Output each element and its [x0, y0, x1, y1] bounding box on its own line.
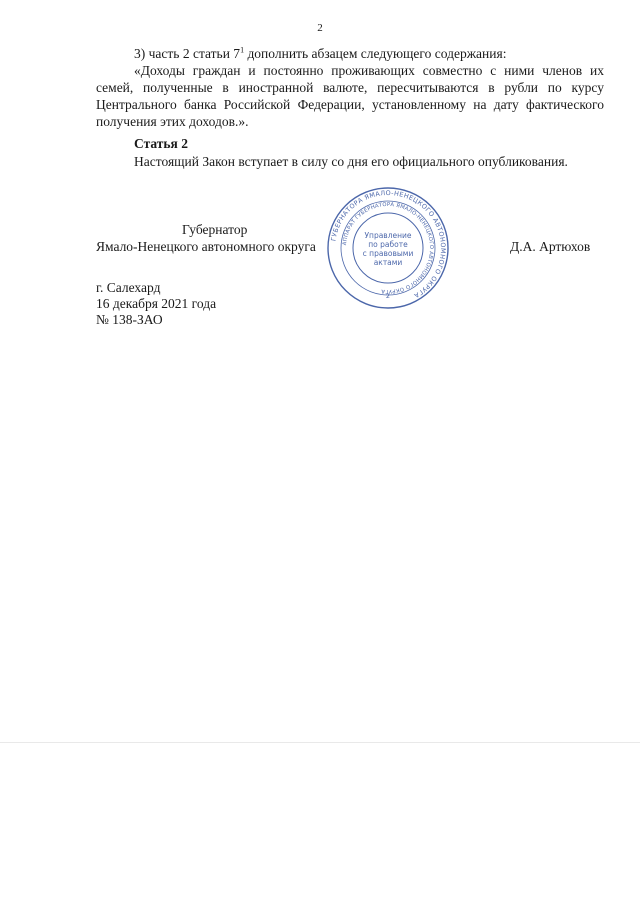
seal-number: 2 [385, 292, 391, 300]
seal-inner-text: АППАРАТ ГУБЕРНАТОРА ЯМАЛО-НЕНЕЦКОГО АВТОНОМНОГО ОКРУГА [342, 201, 435, 295]
quote-paragraph: «Доходы граждан и постоянно проживающих совместно с ними членов их семей, полученные в иностранной валюте, пересчитываются в рубли по курсу Центрального банка Российской Федерации, установленному на дату фактического получения этих доходов.». [96, 63, 604, 129]
signature-name: Д.А. Артюхов [510, 239, 591, 254]
page-number: 2 [317, 22, 323, 34]
footer-number: № 138-ЗАО [96, 312, 163, 327]
seal-center-line-1: Управление [364, 231, 412, 240]
seal-outer-text: ГУБЕРНАТОРА ЯМАЛО-НЕНЕЦКОГО АВТОНОМНОГО ОКРУГА [329, 188, 448, 300]
footer-city: г. Салехард [96, 280, 161, 295]
part3-suffix: дополнить абзацем следующего содержания: [244, 46, 507, 61]
document-footer [96, 280, 216, 328]
part3-paragraph [96, 45, 604, 62]
scan-page-edge [0, 742, 640, 743]
official-seal-stamp [326, 186, 450, 310]
article2-paragraph: Настоящий Закон вступает в силу со дня его официального опубликования. [134, 154, 568, 169]
seal-center-line-4: актами [373, 258, 403, 267]
signature-title: Губернатор [182, 222, 248, 237]
signature-region: Ямало-Ненецкого автономного округа [96, 239, 316, 254]
seal-center-line-2: по работе [368, 240, 408, 249]
seal-center-line-3: с правовыми [362, 249, 414, 258]
amendment-part3 [96, 45, 604, 62]
footer-date: 16 декабря 2021 года [96, 296, 217, 311]
part3-superscript: 1 [240, 45, 245, 55]
amendment-quote [96, 62, 604, 130]
article2-body [96, 153, 604, 170]
article2-heading: Статья 2 [134, 136, 188, 151]
part3-prefix: 3) часть 2 статьи 7 [134, 46, 241, 61]
